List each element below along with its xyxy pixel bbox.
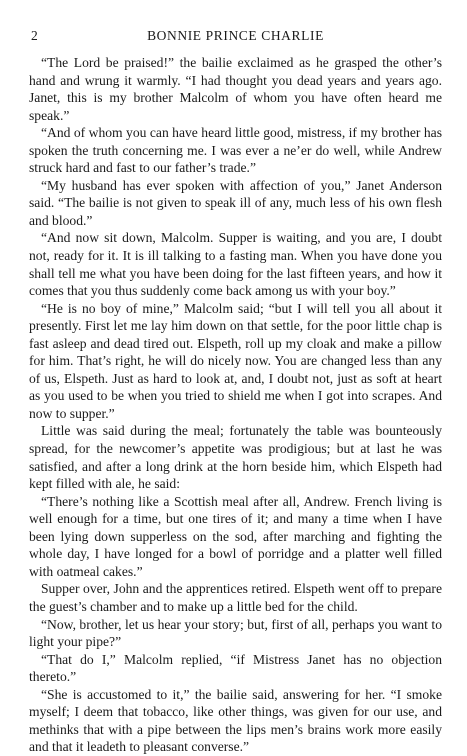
page-header <box>29 28 442 44</box>
paragraph: Little was said during the meal; fortunately the table was bounteously spread, for the newcomer’s appetite was prodigious; but at last he was satisfied, and after a long drink at the horn beside him, which Elspeth had kept filled with ale, he said: <box>29 423 442 492</box>
page-number: 2 <box>31 28 38 43</box>
paragraph: “And now sit down, Malcolm. Supper is waiting, and you are, I doubt not, ready for it. It is ill talking to a fasting man. When you have done you shall tell me what you have been doing for the last fifteen years, and how it comes that you thus suddenly come back among us with your boy.” <box>29 230 442 299</box>
paragraph: “The Lord be praised!” the bailie exclaimed as he grasped the other’s hand and wrung it warmly. “I had thought you dead years and years ago. Janet, this is my brother Malcolm of whom you have often heard me speak.” <box>29 55 442 123</box>
book-page <box>29 0 442 755</box>
paragraph: “She is accustomed to it,” the bailie said, answering for her. “I smoke myself; I deem that tobacco, like other things, was given for our use, and methinks that with a pipe between the lips men’s brains work more easily and that it leadeth to pleasant converse.” <box>29 686 442 755</box>
paragraph: Supper over, John and the apprentices retired. Elspeth went off to prepare the guest’s chamber and to make up a little bed for the child. <box>29 581 442 614</box>
paragraph: “He is no boy of mine,” Malcolm said; “but I will tell you all about it presently. First let me lay him down on that settle, for the poor little chap is fast asleep and dead tired out. Elspeth, roll up my cloak and make a pillow for him. That’s right, he will do nicely now. You are changed less than any of us, Elspeth. Just as hard to look at, and, I doubt not, just as soft at heart as you used to be when you tried to shield me when I got into scrapes. And now to supper.” <box>29 300 442 421</box>
paragraph: “Now, brother, let us hear your story; but, first of all, perhaps you want to light your pipe?” <box>29 616 442 650</box>
body-text <box>29 54 442 756</box>
paragraph: “That do I,” Malcolm replied, “if Mistress Janet has no objection thereto.” <box>29 651 442 685</box>
running-title: BONNIE PRINCE CHARLIE <box>147 28 324 43</box>
paragraph: “My husband has ever spoken with affection of you,” Janet Anderson said. “The bailie is not given to speak ill of any, much less of his own flesh and blood.” <box>29 177 442 228</box>
paragraph: “And of whom you can have heard little good, mistress, if my brother has spoken the truth concerning me. I was ever a ne’er do well, while Andrew struck hard and fast to our father’s trade.” <box>29 125 442 176</box>
paragraph: “There’s nothing like a Scottish meal after all, Andrew. French living is well enough for a time, but one tires of it; and many a time when I have been lying down supperless on the sod, after marching and fighting the whole day, I have longed for a bowl of porridge and a platter well filled with oatmeal cakes.” <box>29 493 442 579</box>
